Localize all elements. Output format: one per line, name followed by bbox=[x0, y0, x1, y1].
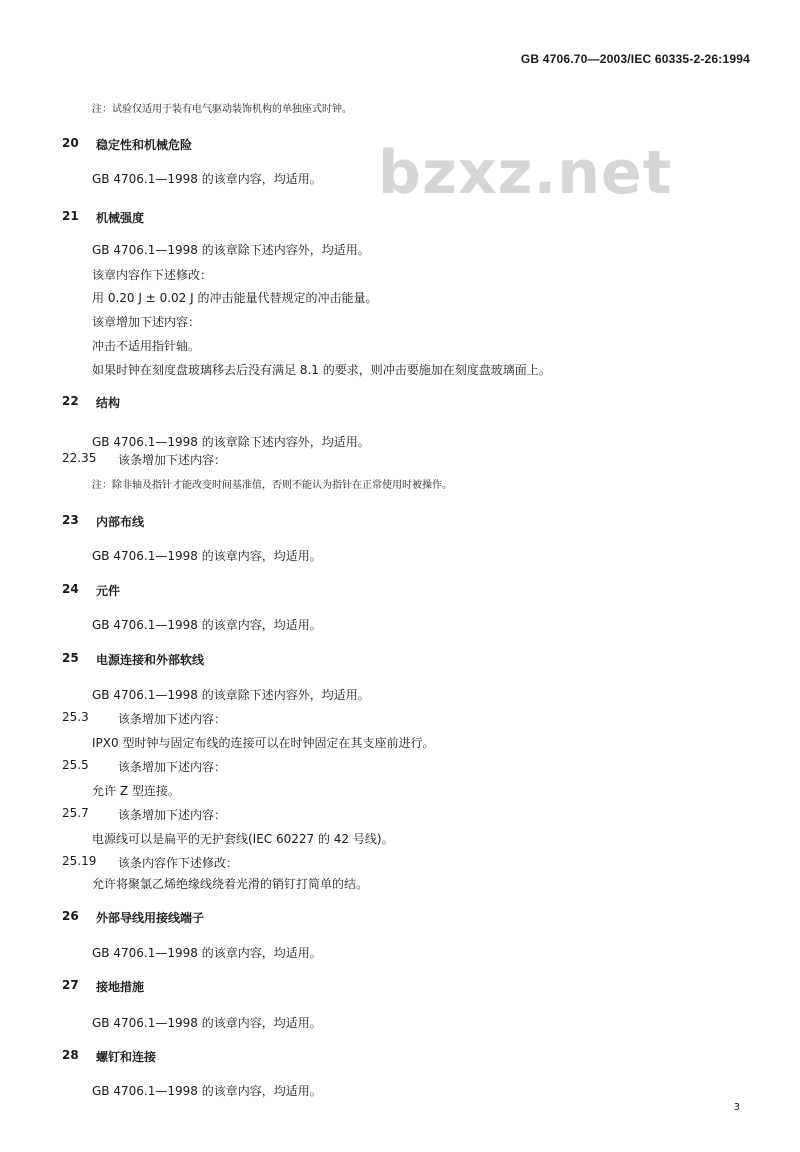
body-text: 允许将聚氯乙烯绝缘线绕着光滑的销钉打简单的结。 bbox=[92, 877, 369, 891]
note-text: 注：试验仅适用于装有电气驱动装饰机构的单独座式时钟。 bbox=[92, 104, 352, 115]
section-number: 28 bbox=[62, 1048, 79, 1062]
section-title: 结构 bbox=[96, 396, 121, 410]
section-title: 机械强度 bbox=[96, 211, 145, 225]
section-title: 元件 bbox=[96, 584, 121, 598]
body-text: GB 4706.1—1998 的该章内容，均适用。 bbox=[92, 549, 322, 563]
clause-text: 该条增加下述内容： bbox=[118, 453, 227, 467]
body-text: GB 4706.1—1998 的该章内容，均适用。 bbox=[92, 172, 322, 186]
body-text: GB 4706.1—1998 的该章内容，均适用。 bbox=[92, 1084, 322, 1098]
section-title: 螺钉和连接 bbox=[96, 1050, 157, 1064]
clause-number: 25.7 bbox=[62, 806, 89, 820]
body-text: 用 0.20 J ± 0.02 J 的冲击能量代替规定的冲击能量。 bbox=[92, 291, 378, 305]
section-number: 26 bbox=[62, 909, 79, 923]
body-text: GB 4706.1—1998 的该章除下述内容外，均适用。 bbox=[92, 688, 370, 702]
clause-number: 25.5 bbox=[62, 758, 89, 772]
note-text: 注：除非轴及指针才能改变时间基准值，否则不能认为指针在正常使用时被操作。 bbox=[92, 480, 452, 491]
standard-header: GB 4706.70—2003/IEC 60335-2-26:1994 bbox=[520, 52, 750, 66]
clause-text: 该条增加下述内容： bbox=[118, 808, 227, 822]
body-text: 该章增加下述内容： bbox=[92, 315, 201, 329]
clause-text: 该条增加下述内容： bbox=[118, 712, 227, 726]
section-title: 电源连接和外部软线 bbox=[96, 653, 205, 667]
section-number: 22 bbox=[62, 394, 79, 408]
body-text: IPX0 型时钟与固定布线的连接可以在时钟固定在其支座前进行。 bbox=[92, 736, 435, 750]
body-text: 电源线可以是扁平的无护套线(IEC 60227 的 42 号线)。 bbox=[92, 832, 394, 846]
section-title: 接地措施 bbox=[96, 980, 145, 994]
body-text: GB 4706.1—1998 的该章除下述内容外，均适用。 bbox=[92, 243, 370, 257]
section-title: 稳定性和机械危险 bbox=[96, 138, 193, 152]
section-number: 23 bbox=[62, 513, 79, 527]
section-title: 外部导线用接线端子 bbox=[96, 911, 205, 925]
section-number: 27 bbox=[62, 978, 79, 992]
body-text: 如果时钟在刻度盘玻璃移去后没有满足 8.1 的要求，则冲击要施加在刻度盘玻璃面上。 bbox=[92, 363, 551, 377]
body-text: 该章内容作下述修改： bbox=[92, 268, 213, 282]
body-text: GB 4706.1—1998 的该章内容，均适用。 bbox=[92, 1016, 322, 1030]
clause-text: 该条内容作下述修改： bbox=[118, 856, 239, 870]
section-title: 内部布线 bbox=[96, 515, 145, 529]
section-number: 25 bbox=[62, 651, 79, 665]
section-number: 21 bbox=[62, 209, 79, 223]
clause-number: 25.19 bbox=[62, 854, 97, 868]
watermark: bzxz.net bbox=[378, 138, 673, 208]
body-text: GB 4706.1—1998 的该章内容，均适用。 bbox=[92, 946, 322, 960]
section-number: 24 bbox=[62, 582, 79, 596]
clause-text: 该条增加下述内容： bbox=[118, 760, 227, 774]
body-text: GB 4706.1—1998 的该章内容，均适用。 bbox=[92, 618, 322, 632]
body-text: 冲击不适用指针轴。 bbox=[92, 339, 201, 353]
clause-number: 25.3 bbox=[62, 710, 89, 724]
clause-number: 22.35 bbox=[62, 451, 97, 465]
body-text: 允许 Z 型连接。 bbox=[92, 784, 180, 798]
body-text: GB 4706.1—1998 的该章除下述内容外，均适用。 bbox=[92, 435, 370, 449]
section-number: 20 bbox=[62, 136, 79, 150]
page-number: 3 bbox=[733, 1102, 740, 1113]
